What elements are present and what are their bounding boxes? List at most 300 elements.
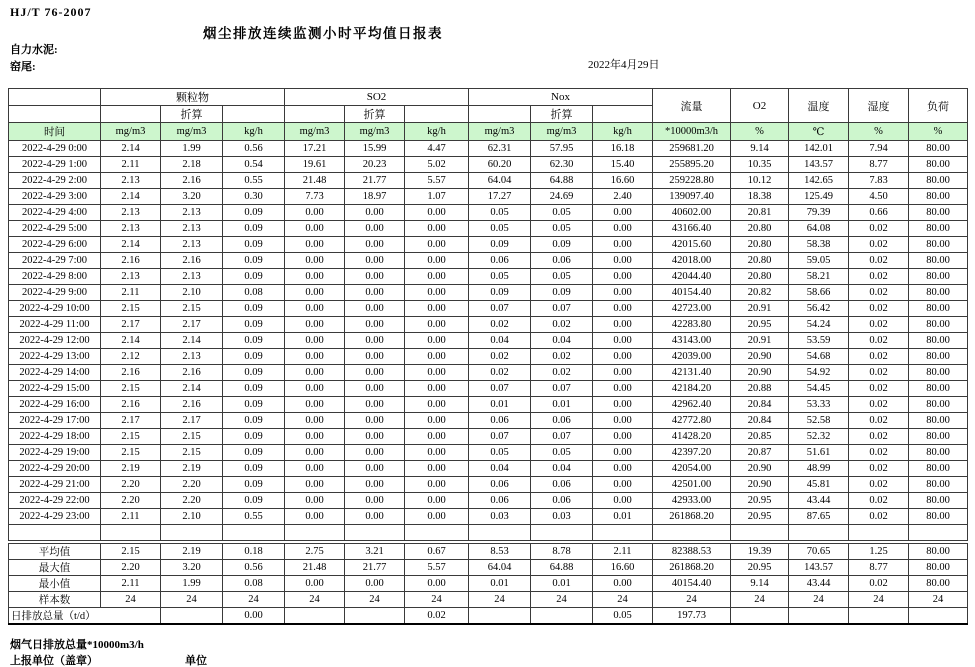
value-cell: 21.77: [345, 173, 405, 189]
value-cell: 58.38: [789, 237, 849, 253]
value-cell: 2.16: [101, 365, 161, 381]
value-cell: 0.00: [593, 445, 653, 461]
value-cell: 0.00: [345, 333, 405, 349]
time-cell: 2022-4-29 11:00: [9, 317, 101, 333]
hourly-table: [8, 88, 968, 541]
value-cell: 0.00: [405, 381, 469, 397]
value-cell: 0.00: [593, 269, 653, 285]
value-cell: 2.13: [161, 237, 223, 253]
value-cell: 58.21: [789, 269, 849, 285]
value-cell: 80.00: [909, 576, 968, 592]
value-cell: 0.00: [593, 576, 653, 592]
value-cell: 0.00: [345, 317, 405, 333]
value-cell: 80.00: [909, 205, 968, 221]
value-cell: 0.00: [285, 333, 345, 349]
value-cell: 0.09: [469, 237, 531, 253]
value-cell: 0.07: [531, 381, 593, 397]
value-cell: 80.00: [909, 221, 968, 237]
value-cell: 2.13: [101, 205, 161, 221]
value-cell: 80.00: [909, 509, 968, 525]
value-cell: 0.04: [469, 333, 531, 349]
value-cell: 20.85: [731, 429, 789, 445]
value-cell: 21.48: [285, 173, 345, 189]
header-converted-so2: 折算: [345, 106, 405, 123]
value-cell: 2.11: [593, 544, 653, 560]
value-cell: 53.59: [789, 333, 849, 349]
value-cell: 139097.40: [653, 189, 731, 205]
value-cell: 18.97: [345, 189, 405, 205]
header-flow: 流量: [653, 89, 731, 123]
value-cell: 64.04: [469, 560, 531, 576]
value-cell: 2.16: [161, 253, 223, 269]
table-row: [9, 221, 968, 237]
time-cell: 2022-4-29 6:00: [9, 237, 101, 253]
unit-cell: *10000m3/h: [653, 123, 731, 141]
value-cell: 80.00: [909, 445, 968, 461]
empty-cell: [653, 525, 731, 541]
value-cell: 2.15: [161, 445, 223, 461]
value-cell: 80.00: [909, 429, 968, 445]
value-cell: 2.17: [161, 317, 223, 333]
value-cell: 3.21: [345, 544, 405, 560]
value-cell: 20.81: [731, 205, 789, 221]
time-cell: 2022-4-29 23:00: [9, 509, 101, 525]
unit-cell: mg/m3: [469, 123, 531, 141]
value-cell: 17.27: [469, 189, 531, 205]
value-cell: 0.00: [345, 381, 405, 397]
value-cell: 2.40: [593, 189, 653, 205]
value-cell: 20.91: [731, 333, 789, 349]
value-cell: 0.05: [531, 205, 593, 221]
value-cell: 0.00: [345, 461, 405, 477]
value-cell: 40154.40: [653, 576, 731, 592]
value-cell: 0.07: [531, 301, 593, 317]
table-row: [9, 493, 968, 509]
value-cell: 0.00: [285, 445, 345, 461]
hourly-rows: [9, 141, 968, 541]
value-cell: [731, 608, 789, 625]
value-cell: 0.04: [469, 461, 531, 477]
empty-cell: [531, 525, 593, 541]
value-cell: 0.54: [223, 157, 285, 173]
value-cell: 0.00: [285, 461, 345, 477]
value-cell: 42501.00: [653, 477, 731, 493]
value-cell: 7.83: [849, 173, 909, 189]
unit-cell: %: [909, 123, 968, 141]
value-cell: 0.00: [405, 576, 469, 592]
time-cell: 2022-4-29 8:00: [9, 269, 101, 285]
value-cell: 0.02: [849, 285, 909, 301]
value-cell: 80.00: [909, 560, 968, 576]
value-cell: 2.19: [161, 461, 223, 477]
value-cell: 56.42: [789, 301, 849, 317]
value-cell: 0.06: [469, 493, 531, 509]
value-cell: 0.03: [531, 509, 593, 525]
value-cell: 0.02: [849, 445, 909, 461]
value-cell: 0.05: [469, 221, 531, 237]
table-row: [9, 285, 968, 301]
value-cell: 0.00: [405, 253, 469, 269]
value-cell: 16.18: [593, 141, 653, 157]
value-cell: 0.09: [469, 285, 531, 301]
value-cell: 0.00: [405, 237, 469, 253]
value-cell: 0.09: [223, 413, 285, 429]
value-cell: 24: [849, 592, 909, 608]
value-cell: 2.20: [161, 493, 223, 509]
blank-cell: [9, 106, 101, 123]
value-cell: 2.13: [161, 221, 223, 237]
value-cell: 2.16: [101, 253, 161, 269]
value-cell: 0.00: [345, 365, 405, 381]
value-cell: 80.00: [909, 253, 968, 269]
header-o2: O2: [731, 89, 789, 123]
time-cell: 2022-4-29 5:00: [9, 221, 101, 237]
value-cell: 80.00: [909, 285, 968, 301]
value-cell: 0.02: [849, 349, 909, 365]
value-cell: 0.09: [223, 381, 285, 397]
value-cell: 21.48: [285, 560, 345, 576]
value-cell: 0.05: [469, 205, 531, 221]
value-cell: 0.00: [285, 493, 345, 509]
value-cell: 42131.40: [653, 365, 731, 381]
value-cell: 8.77: [849, 157, 909, 173]
value-cell: 2.19: [161, 544, 223, 560]
value-cell: [531, 608, 593, 625]
value-cell: 0.00: [345, 349, 405, 365]
value-cell: 0.00: [285, 509, 345, 525]
value-cell: 0.00: [593, 285, 653, 301]
table-row: [9, 349, 968, 365]
value-cell: 60.20: [469, 157, 531, 173]
time-cell: 2022-4-29 22:00: [9, 493, 101, 509]
value-cell: 8.78: [531, 544, 593, 560]
value-cell: 0.06: [469, 477, 531, 493]
value-cell: 20.80: [731, 237, 789, 253]
value-cell: 24: [531, 592, 593, 608]
value-cell: 2.14: [161, 381, 223, 397]
time-cell: 2022-4-29 2:00: [9, 173, 101, 189]
value-cell: 70.65: [789, 544, 849, 560]
value-cell: 24: [469, 592, 531, 608]
value-cell: 2.14: [101, 237, 161, 253]
reporting-unit-label: 上报单位（盖章）: [10, 655, 98, 667]
value-cell: 19.61: [285, 157, 345, 173]
value-cell: 0.00: [345, 397, 405, 413]
value-cell: 0.02: [849, 317, 909, 333]
value-cell: 0.00: [405, 365, 469, 381]
value-cell: 0.02: [849, 477, 909, 493]
value-cell: 259681.20: [653, 141, 731, 157]
value-cell: 0.08: [223, 285, 285, 301]
value-cell: 0.01: [531, 576, 593, 592]
value-cell: 80.00: [909, 333, 968, 349]
page-title: 烟尘排放连续监测小时平均值日报表: [203, 26, 443, 41]
value-cell: [161, 608, 223, 625]
header-group-nox: Nox: [469, 89, 653, 106]
value-cell: 0.01: [593, 509, 653, 525]
value-cell: 1.99: [161, 576, 223, 592]
time-cell: 2022-4-29 4:00: [9, 205, 101, 221]
value-cell: 42044.40: [653, 269, 731, 285]
empty-cell: [909, 525, 968, 541]
value-cell: 15.40: [593, 157, 653, 173]
value-cell: 0.02: [849, 461, 909, 477]
value-cell: 2.14: [161, 333, 223, 349]
value-cell: 20.80: [731, 269, 789, 285]
value-cell: 0.56: [223, 141, 285, 157]
value-cell: 0.02: [849, 269, 909, 285]
value-cell: 7.73: [285, 189, 345, 205]
value-cell: 20.88: [731, 381, 789, 397]
value-cell: 0.01: [531, 397, 593, 413]
value-cell: 8.53: [469, 544, 531, 560]
value-cell: 0.00: [593, 205, 653, 221]
time-cell: 2022-4-29 13:00: [9, 349, 101, 365]
value-cell: 0.09: [223, 253, 285, 269]
value-cell: 20.82: [731, 285, 789, 301]
value-cell: 0.06: [531, 413, 593, 429]
value-cell: 58.66: [789, 285, 849, 301]
value-cell: 0.07: [531, 429, 593, 445]
value-cell: 0.56: [223, 560, 285, 576]
value-cell: 0.00: [405, 285, 469, 301]
value-cell: 0.06: [531, 477, 593, 493]
value-cell: 261868.20: [653, 560, 731, 576]
value-cell: 2.14: [101, 333, 161, 349]
time-cell: 2022-4-29 20:00: [9, 461, 101, 477]
value-cell: 0.09: [223, 349, 285, 365]
value-cell: 1.99: [161, 141, 223, 157]
table-row: [9, 397, 968, 413]
value-cell: 142.01: [789, 141, 849, 157]
value-cell: 45.81: [789, 477, 849, 493]
value-cell: 24: [161, 592, 223, 608]
value-cell: 0.09: [223, 477, 285, 493]
blank-cell: [593, 106, 653, 123]
value-cell: 4.47: [405, 141, 469, 157]
value-cell: 0.00: [285, 413, 345, 429]
value-cell: 0.30: [223, 189, 285, 205]
value-cell: 125.49: [789, 189, 849, 205]
value-cell: 20.95: [731, 509, 789, 525]
value-cell: 0.00: [345, 301, 405, 317]
value-cell: 261868.20: [653, 509, 731, 525]
unit-cell: ℃: [789, 123, 849, 141]
value-cell: 16.60: [593, 173, 653, 189]
value-cell: 0.00: [345, 445, 405, 461]
value-cell: 2.20: [161, 477, 223, 493]
value-cell: 19.39: [731, 544, 789, 560]
unit-cell: kg/h: [405, 123, 469, 141]
table-row: [9, 445, 968, 461]
value-cell: 54.24: [789, 317, 849, 333]
value-cell: 0.02: [469, 365, 531, 381]
value-cell: [909, 608, 968, 625]
value-cell: 0.00: [405, 445, 469, 461]
value-cell: 0.67: [405, 544, 469, 560]
value-cell: 143.57: [789, 560, 849, 576]
value-cell: 259228.80: [653, 173, 731, 189]
value-cell: 80.00: [909, 544, 968, 560]
value-cell: 0.02: [849, 429, 909, 445]
value-cell: 0.06: [469, 253, 531, 269]
value-cell: 20.80: [731, 253, 789, 269]
value-cell: 0.01: [469, 576, 531, 592]
summary-label: 最大值: [9, 560, 101, 576]
value-cell: 0.00: [285, 576, 345, 592]
time-cell: 2022-4-29 10:00: [9, 301, 101, 317]
value-cell: 20.91: [731, 301, 789, 317]
value-cell: 80.00: [909, 157, 968, 173]
value-cell: 2.17: [101, 317, 161, 333]
value-cell: 2.13: [161, 205, 223, 221]
value-cell: 0.00: [285, 365, 345, 381]
time-cell: 2022-4-29 17:00: [9, 413, 101, 429]
value-cell: 20.23: [345, 157, 405, 173]
empty-cell: [101, 525, 161, 541]
value-cell: 24: [593, 592, 653, 608]
value-cell: 0.02: [531, 317, 593, 333]
value-cell: 79.39: [789, 205, 849, 221]
time-cell: 2022-4-29 14:00: [9, 365, 101, 381]
value-cell: 2.11: [101, 157, 161, 173]
value-cell: 20.84: [731, 413, 789, 429]
value-cell: 0.00: [285, 301, 345, 317]
value-cell: 16.60: [593, 560, 653, 576]
value-cell: 42184.20: [653, 381, 731, 397]
value-cell: 80.00: [909, 365, 968, 381]
value-cell: 0.00: [345, 269, 405, 285]
value-cell: 0.00: [593, 381, 653, 397]
value-cell: 42018.00: [653, 253, 731, 269]
empty-cell: [405, 525, 469, 541]
unit-cell: mg/m3: [161, 123, 223, 141]
value-cell: 64.88: [531, 173, 593, 189]
table-row: [9, 173, 968, 189]
value-cell: 80.00: [909, 173, 968, 189]
empty-cell: [223, 525, 285, 541]
value-cell: 10.35: [731, 157, 789, 173]
value-cell: 80.00: [909, 237, 968, 253]
value-cell: 0.00: [593, 349, 653, 365]
value-cell: 2.17: [101, 413, 161, 429]
summary-row: [9, 592, 968, 608]
value-cell: 2.13: [161, 349, 223, 365]
table-row: [9, 157, 968, 173]
value-cell: 0.00: [593, 253, 653, 269]
value-cell: 0.09: [223, 205, 285, 221]
standard-code: HJ/T 76-2007: [10, 5, 92, 19]
value-cell: 2.16: [161, 365, 223, 381]
time-cell: 2022-4-29 21:00: [9, 477, 101, 493]
value-cell: 0.06: [469, 413, 531, 429]
flue-gas-daily-total-label: 烟气日排放总量*10000m3/h: [10, 639, 144, 651]
summary-label: 最小值: [9, 576, 101, 592]
value-cell: 7.94: [849, 141, 909, 157]
value-cell: 80.00: [909, 349, 968, 365]
value-cell: 0.03: [469, 509, 531, 525]
value-cell: 0.05: [531, 221, 593, 237]
table-row: [9, 141, 968, 157]
table-row: [9, 269, 968, 285]
value-cell: 24: [285, 592, 345, 608]
value-cell: 80.00: [909, 461, 968, 477]
value-cell: 51.61: [789, 445, 849, 461]
time-cell: 2022-4-29 3:00: [9, 189, 101, 205]
location-label: 窑尾:: [10, 61, 36, 73]
value-cell: 42039.00: [653, 349, 731, 365]
time-cell: 2022-4-29 16:00: [9, 397, 101, 413]
value-cell: 2.10: [161, 285, 223, 301]
value-cell: 2.13: [101, 269, 161, 285]
value-cell: 0.00: [405, 413, 469, 429]
value-cell: 0.00: [593, 237, 653, 253]
value-cell: 0.00: [593, 317, 653, 333]
value-cell: 24: [345, 592, 405, 608]
blank-cell: [469, 106, 531, 123]
value-cell: 64.04: [469, 173, 531, 189]
value-cell: 0.02: [531, 349, 593, 365]
value-cell: 2.20: [101, 560, 161, 576]
header-group-row: [9, 89, 968, 106]
value-cell: 2.12: [101, 349, 161, 365]
value-cell: 59.05: [789, 253, 849, 269]
value-cell: 64.88: [531, 560, 593, 576]
units-row: [9, 123, 968, 141]
table-row: [9, 477, 968, 493]
value-cell: 9.14: [731, 576, 789, 592]
value-cell: 24.69: [531, 189, 593, 205]
value-cell: 255895.20: [653, 157, 731, 173]
value-cell: 0.00: [285, 253, 345, 269]
value-cell: 2.15: [161, 301, 223, 317]
value-cell: 40154.40: [653, 285, 731, 301]
value-cell: 20.90: [731, 461, 789, 477]
table-row: [9, 205, 968, 221]
value-cell: 0.09: [223, 301, 285, 317]
value-cell: 2.13: [161, 269, 223, 285]
time-cell: 2022-4-29 9:00: [9, 285, 101, 301]
value-cell: 41428.20: [653, 429, 731, 445]
table-row: [9, 317, 968, 333]
value-cell: 20.80: [731, 221, 789, 237]
value-cell: 82388.53: [653, 544, 731, 560]
value-cell: 0.00: [405, 349, 469, 365]
value-cell: 2.14: [101, 189, 161, 205]
empty-cell: [345, 525, 405, 541]
value-cell: 80.00: [909, 397, 968, 413]
value-cell: 0.00: [285, 221, 345, 237]
table-row: [9, 253, 968, 269]
header-group-so2: SO2: [285, 89, 469, 106]
value-cell: 0.02: [469, 317, 531, 333]
value-cell: 0.02: [849, 365, 909, 381]
value-cell: 80.00: [909, 413, 968, 429]
time-header: 时间: [9, 123, 101, 141]
value-cell: 0.09: [223, 429, 285, 445]
value-cell: 0.02: [849, 397, 909, 413]
value-cell: 42054.00: [653, 461, 731, 477]
value-cell: 0.00: [285, 349, 345, 365]
table-row: [9, 365, 968, 381]
time-cell: 2022-4-29 1:00: [9, 157, 101, 173]
value-cell: 0.02: [849, 381, 909, 397]
value-cell: 0.55: [223, 509, 285, 525]
summary-table: [8, 543, 968, 625]
value-cell: 197.73: [653, 608, 731, 625]
value-cell: 4.50: [849, 189, 909, 205]
value-cell: 2.16: [101, 397, 161, 413]
